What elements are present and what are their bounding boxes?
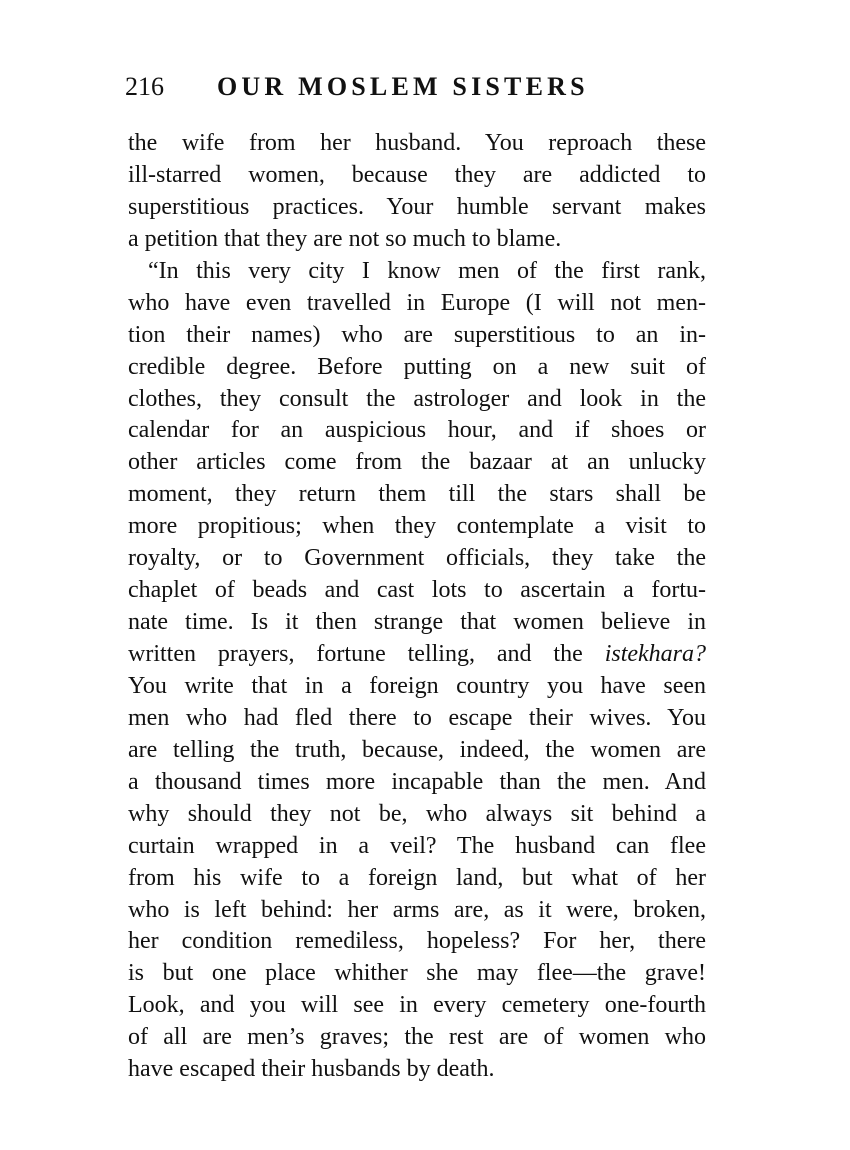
text-line: curtain wrapped in a veil? The husband can flee [128,832,706,859]
text-line: “In this very city I know men of the first rank, [148,257,706,284]
text-line: clothes, they consult the astrologer and look in the [128,385,706,412]
running-title: OUR MOSLEM SISTERS [217,72,589,101]
text-line: from his wife to a foreign land, but what of her [128,864,706,891]
text-line: her condition remediless, hopeless? For her, there [128,928,706,955]
text-line: the wife from her husband. You reproach these [128,130,706,156]
text-line: chaplet of beads and cast lots to ascertain a fortu- [128,577,706,604]
text-line-with-italic-term [128,639,706,671]
text-line: royalty, or to Government officials, they take the [128,545,706,572]
italic-term: istekhara? [604,641,707,667]
text-line: other articles come from the bazaar at an unlucky [128,449,706,476]
text-line-lead: written prayers, fortune telling, and the [128,641,583,667]
text-line: why should they not be, who always sit behind a [128,800,706,827]
text-line: credible degree. Before putting on a new suit of [128,353,706,380]
text-line: who is left behind: her arms are, as it were, broken, [128,896,706,923]
text-line: superstitious practices. Your humble servant makes [128,193,706,220]
text-line: ill-starred women, because they are addicted to [128,161,706,188]
text-line: a thousand times more incapable than the men. And [128,768,706,795]
text-line: moment, they return them till the stars shall be [128,481,706,508]
text-line: calendar for an auspicious hour, and if shoes or [128,417,706,444]
text-line: a petition that they are not so much to blame. [128,225,562,252]
text-line: of all are men’s graves; the rest are of women who [128,1024,706,1051]
body-text [128,128,706,1086]
text-line: is but one place whither she may flee—the grave! [128,960,706,987]
text-line: who have even travelled in Europe (I will not men- [128,289,706,316]
text-line: Look, and you will see in every cemetery one-fourth [128,992,706,1019]
text-line: nate time. Is it then strange that women believe in [128,609,706,636]
text-line: men who had fled there to escape their wives. You [128,704,706,731]
text-line: more propitious; when they contemplate a visit to [128,513,706,540]
text-line: are telling the truth, because, indeed, the women are [128,736,706,763]
text-line: You write that in a foreign country you have seen [128,672,706,699]
text-line: have escaped their husbands by death. [128,1056,495,1083]
running-head [125,72,705,108]
text-line: tion their names) who are superstitious to an in- [128,321,706,348]
page-number: 216 [125,72,164,101]
